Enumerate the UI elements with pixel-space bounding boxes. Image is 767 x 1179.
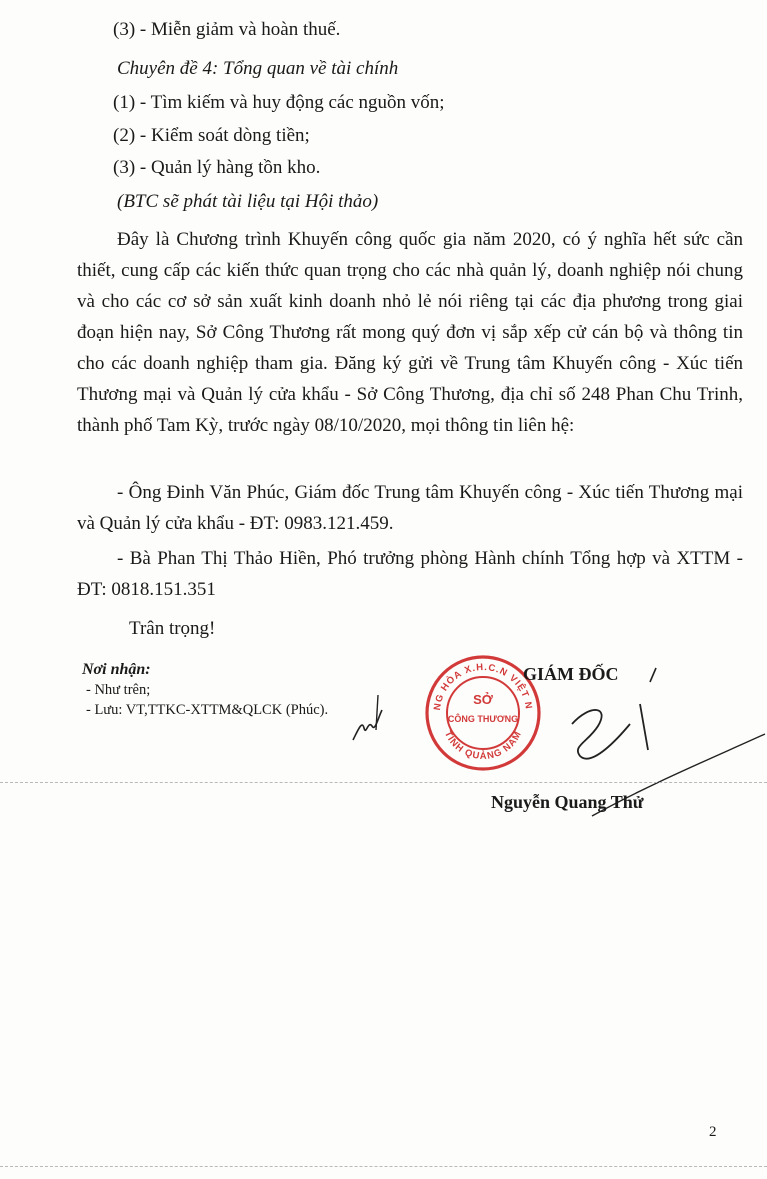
materials-note: (BTC sẽ phát tài liệu tại Hội thảo)	[117, 191, 379, 212]
recipient-line-2: - Lưu: VT,TTKC-XTTM&QLCK (Phúc).	[86, 702, 329, 718]
seal-center-line-2: CÔNG THƯƠNG	[447, 714, 519, 724]
recipients-title: Nơi nhận:	[82, 661, 151, 678]
scan-bottom-line	[0, 1166, 767, 1167]
signer-position: GIÁM ĐỐC	[523, 664, 619, 684]
page-number: 2	[709, 1124, 717, 1140]
recipient-line-1: - Như trên;	[86, 682, 151, 698]
topic-4-item-1: (1) - Tìm kiếm và huy động các nguồn vốn;	[113, 92, 445, 113]
topic-item-tax: (3) - Miễn giảm và hoàn thuế.	[113, 19, 341, 40]
director-signature	[480, 664, 760, 784]
topic-4-item-3: (3) - Quản lý hàng tồn kho.	[113, 157, 321, 178]
topic-4-item-2: (2) - Kiểm soát dòng tiền;	[113, 125, 310, 146]
seal-center-line-1: SỞ	[473, 692, 493, 707]
contact-2: - Bà Phan Thị Thảo Hiền, Phó trưởng phòng Hành chính Tổng hợp và XTTM - ĐT: 0818.151.351	[77, 548, 743, 600]
seal-ring-bottom: TỈNH QUẢNG NAM	[441, 729, 525, 763]
main-paragraph: Đây là Chương trình Khuyến công quốc gia năm 2020, có ý nghĩa hết sức cần thiết, cung cấp các kiến thức quan trọng cho các nhà quản lý, doanh nghiệp nói chung và cho các cơ sở sản xuất kinh doanh nhỏ lẻ nói riêng tại các địa phương trong giai đoạn hiện nay, Sở Công Thương rất mong quý đơn vị sắp xếp cử cán bộ và thông tin cho các doanh nghiệp tham gia. Đăng ký gửi về Trung tâm Khuyến công - Xúc tiến Thương mại và Quản lý cửa khẩu - Sở Công Thương, địa chỉ số 248 Phan Chu Trinh, thành phố Tam Kỳ, trước ngày 08/10/2020, mọi thông tin liên hệ:	[77, 229, 743, 436]
seal-ring-top: CỘNG HÒA X.H.C.N VIỆT NAM	[419, 646, 534, 712]
closing-text: Trân trọng!	[129, 618, 216, 639]
topic-4-title: Chuyên đề 4: Tổng quan về tài chính	[117, 58, 399, 79]
contact-1: - Ông Đinh Văn Phúc, Giám đốc Trung tâm Khuyến công - Xúc tiến Thương mại và Quản lý cửa khẩu - ĐT: 0983.121.459.	[77, 482, 743, 534]
scan-fold-line	[0, 782, 767, 783]
signer-name: Nguyễn Quang Thử	[491, 792, 644, 812]
initials-handwriting	[348, 690, 388, 750]
